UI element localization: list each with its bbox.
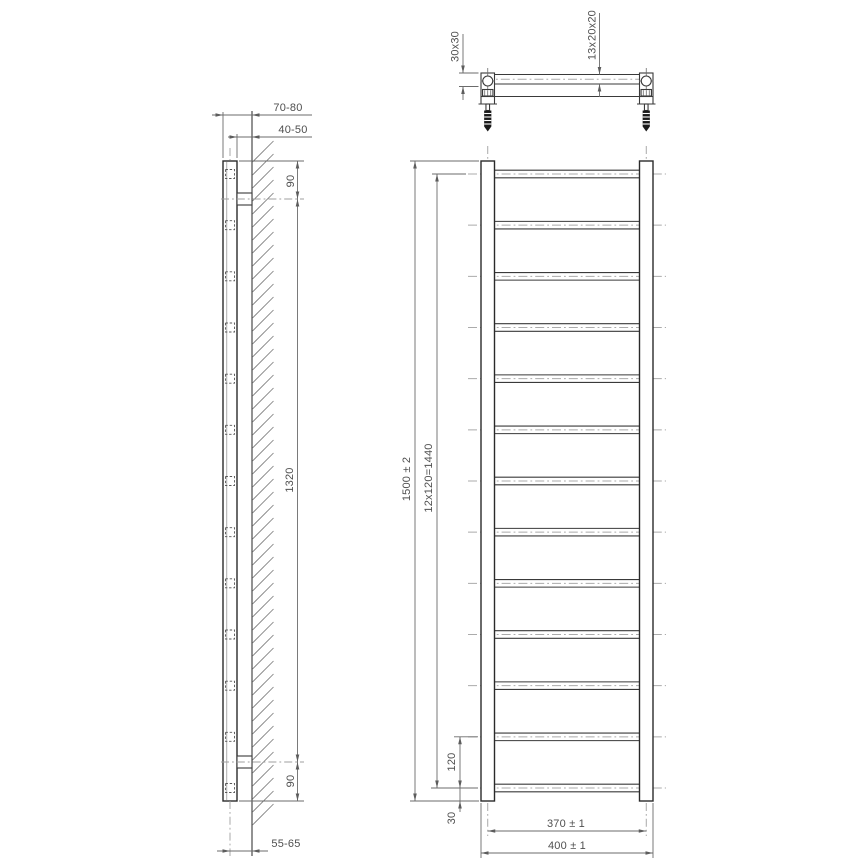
hatch-stroke [253,154,274,175]
hatch-stroke [253,739,274,760]
hatch-stroke [253,479,274,500]
arrowhead [646,851,654,855]
front-view [401,146,666,858]
dim-rung-pitch-total-label: 12x120=1440 [422,443,435,513]
hatch-stroke [253,245,274,266]
hatch-stroke [253,375,274,396]
hatch-stroke [253,297,274,318]
screw-tip [484,127,491,132]
arrowhead [435,781,439,789]
hatch-stroke [253,323,274,344]
hatch-stroke [253,180,274,201]
hatch-stroke [253,362,274,383]
hatch-stroke [253,583,274,604]
hatch-stroke [253,531,274,552]
hatch-stroke [253,258,274,279]
arrowhead [296,755,300,763]
dim-rung-pitch-total [423,174,437,788]
dim-total-height-label: 1500 ± 2 [400,456,413,502]
arrowhead [639,829,647,833]
screw-shank [486,104,490,111]
top-rung-band [481,75,654,97]
hatch-stroke [253,492,274,513]
arrowhead [296,192,300,200]
hatch-stroke [253,232,274,253]
dim-bracket-spacing-label: 1320 [283,467,296,493]
hatch-stroke [253,661,274,682]
arrowhead [461,87,465,95]
collector-tube-left [481,161,495,801]
dim-total-width-label: 400 ± 1 [547,840,587,852]
hatch-stroke [253,401,274,422]
hatch-stroke [253,687,274,708]
dim-total-width [481,840,653,853]
rungs [468,170,666,792]
arrowhead [481,851,489,855]
hatch-stroke [253,635,274,656]
hatch-stroke [253,349,274,370]
dim-rung-pitch-label: 120 [445,752,458,772]
hatch-stroke [253,427,274,448]
arrowhead [458,781,462,789]
dim-axis-width [488,818,647,831]
arrowhead [296,794,300,802]
collector-tube-right [640,161,654,801]
hatch-stroke [253,505,274,526]
hatch-stroke [253,596,274,617]
bracket-assembly-left [479,68,498,132]
dim-wall-to-axis [217,838,301,851]
hatch-stroke [253,570,274,591]
hatch-stroke [253,804,274,825]
hatch-stroke [253,206,274,227]
arrowhead [252,113,260,117]
hatch-stroke [253,518,274,539]
hatch-stroke [253,336,274,357]
arrowhead [296,161,300,169]
hatch-stroke [253,466,274,487]
hatch-stroke [253,414,274,435]
hatch-stroke [253,609,274,630]
arrowhead [598,67,602,75]
hatch-stroke [253,310,274,331]
hatch-stroke [253,440,274,461]
bracket-assembly-right [637,68,656,132]
hatch-stroke [253,193,274,214]
dim-total-height [401,161,415,801]
screw-shank [644,104,648,111]
dim-wall-to-front-label: 70-80 [273,102,303,114]
hatch-stroke [253,778,274,799]
hatch-stroke [253,726,274,747]
arrowhead [230,135,238,139]
top-view [449,10,655,131]
hatch-stroke [253,219,274,240]
hatch-stroke [253,141,274,162]
hatch-stroke [253,752,274,773]
hatch-stroke [253,648,274,669]
hatch-stroke [253,271,274,292]
dim-bottom-rung-offset-label: 30 [445,811,458,825]
side-view [212,102,312,856]
hatch-stroke [253,544,274,565]
hatch-stroke [253,674,274,695]
arrowhead [488,829,496,833]
hatch-stroke [253,388,274,409]
dim-rung-pitch [446,737,460,825]
arrowhead [296,199,300,207]
arrowhead [598,84,602,92]
arrowhead [216,113,224,117]
hatch-stroke [253,765,274,786]
arrowhead [435,174,439,182]
dim-axis-width-label: 370 ± 1 [546,818,586,830]
arrowhead [413,794,417,802]
arrowhead [458,737,462,745]
wall-hatch [253,141,274,825]
arrowhead [458,801,462,809]
hatch-stroke [253,284,274,305]
hatch-stroke [253,713,274,734]
screw-head-circle [641,76,651,86]
arrowhead [296,762,300,770]
hatch-stroke [253,557,274,578]
hatch-stroke [253,791,274,812]
dim-rung-count-label: 13x [586,41,599,61]
arrowhead [461,66,465,74]
dim-rung-profile-label: 20x20 [586,10,599,41]
dim-wall-to-rear [228,124,312,158]
arrowhead [252,849,260,853]
arrowhead [252,135,260,139]
arrowhead [223,849,231,853]
dim-wall-to-rear-label: 40-50 [278,124,308,136]
arrowhead [413,161,417,169]
hatch-stroke [253,167,274,188]
screw-tip [643,127,650,132]
hatch-stroke [253,700,274,721]
dim-bottom-bracket-offset-label: 90 [284,774,297,788]
dim-wall-to-axis-label: 55-65 [271,838,301,850]
screw-head-circle [483,76,493,86]
hatch-stroke [253,622,274,643]
dim-top-bracket-offset-label: 90 [284,174,297,188]
hatch-stroke [253,453,274,474]
dim-tube-profile-label: 30x30 [449,31,462,62]
